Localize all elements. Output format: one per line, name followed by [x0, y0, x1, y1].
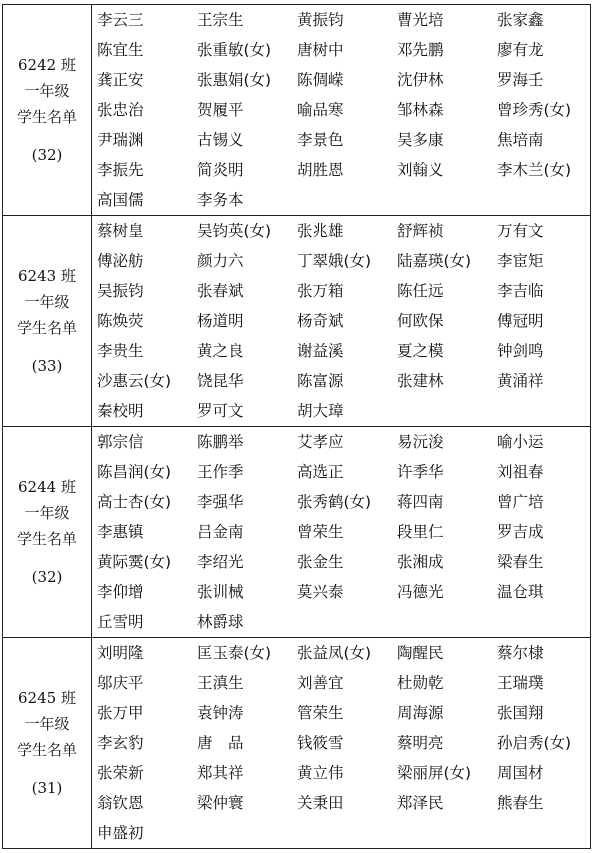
student-name: 何欧保: [397, 312, 444, 330]
student-name: 张忠治: [97, 101, 144, 119]
student-name: 张建林: [397, 372, 444, 390]
class-code: 6242 班: [18, 56, 76, 74]
student-name: 黄之良: [197, 342, 244, 360]
roster-body: [3, 5, 591, 849]
student-name: 李玄豹: [97, 734, 144, 752]
class-code: 6244 班: [18, 478, 76, 496]
student-name: 陈宜生: [97, 41, 144, 59]
student-name: 刘翰义: [397, 161, 444, 179]
student-name: 张重敏(女): [197, 41, 272, 59]
student-count: (31): [31, 779, 63, 797]
student-name: 舒辉祯: [397, 222, 444, 240]
student-name: 李惠镇: [97, 523, 144, 541]
student-name: 关秉田: [297, 794, 344, 812]
student-name: 陈倜嵘: [297, 71, 344, 89]
student-name: 蔡明亮: [397, 734, 444, 752]
student-name: 唐树中: [297, 41, 344, 59]
student-names-cell: [92, 638, 591, 849]
student-name: 张兆雄: [297, 222, 344, 240]
student-name: 申盛初: [97, 824, 144, 842]
student-name: 吕金南: [197, 523, 244, 541]
student-count: (32): [31, 146, 63, 164]
student-name: 刘明隆: [97, 644, 144, 662]
student-names-cell: [92, 427, 591, 638]
student-name: 林爵球: [197, 613, 244, 631]
student-name: 张训械: [197, 583, 244, 601]
student-name: 莫兴泰: [297, 583, 344, 601]
student-name: 沙惠云(女): [97, 372, 172, 390]
student-name: 曾珍秀(女): [497, 101, 572, 119]
student-name: 邹林森: [397, 101, 444, 119]
list-title: 学生名单: [16, 530, 77, 548]
student-name: 段里仁: [397, 523, 444, 541]
student-name: 刘善宜: [297, 674, 344, 692]
student-name: 黄际霙(女): [97, 553, 172, 571]
student-name: 孙启秀(女): [497, 734, 572, 752]
student-name: 黄涌祥: [497, 372, 544, 390]
class-grade: 一年级: [24, 504, 70, 522]
student-count: (32): [31, 568, 63, 586]
student-name: 张秀鹤(女): [297, 493, 372, 511]
student-name: 邓先鹏: [397, 41, 444, 59]
student-names-cell: [92, 216, 591, 427]
student-names-grid: [92, 427, 590, 637]
student-name: 王作季: [197, 463, 244, 481]
student-name: 郑泽民: [397, 794, 444, 812]
student-count: (33): [31, 357, 63, 375]
student-name: 秦校明: [97, 402, 144, 420]
student-name: 贺履平: [197, 101, 244, 119]
class-code: 6245 班: [18, 689, 76, 707]
student-name: 胡大璋: [297, 402, 344, 420]
student-name: 喻小运: [497, 433, 544, 451]
student-name: 高选正: [297, 463, 344, 481]
student-name: 高国儒: [97, 191, 144, 209]
student-name: 曾广培: [497, 493, 544, 511]
student-name: 梁仲寰: [197, 794, 244, 812]
student-name: 颜力六: [197, 252, 244, 270]
class-label-cell: [3, 427, 92, 638]
student-name: 蔡树皇: [97, 222, 144, 240]
class-label-cell: [3, 5, 92, 216]
student-name: 李振先: [97, 161, 144, 179]
student-name: 李云三: [97, 11, 144, 29]
student-name: 刘祖春: [497, 463, 544, 481]
student-name: 杨道明: [197, 312, 244, 330]
student-name: 陆嘉瑛(女): [397, 252, 472, 270]
class-code: 6243 班: [18, 267, 76, 285]
student-roster-table: [2, 4, 591, 849]
student-name: 李仰增: [97, 583, 144, 601]
student-name: 黄振钧: [297, 11, 344, 29]
student-name: 李务本: [197, 191, 244, 209]
student-name: 王滇生: [197, 674, 244, 692]
student-name: 杨奇斌: [297, 312, 344, 330]
student-name: 胡胜恩: [297, 161, 344, 179]
student-name: 罗吉成: [497, 523, 544, 541]
student-name: 廖有龙: [497, 41, 544, 59]
student-name: 蒋四南: [397, 493, 444, 511]
student-name: 钱筱雪: [297, 734, 344, 752]
student-name: 李木兰(女): [497, 161, 572, 179]
student-name: 周海源: [397, 704, 444, 722]
list-title: 学生名单: [16, 741, 77, 759]
student-name: 陈焕荧: [97, 312, 144, 330]
list-title: 学生名单: [16, 108, 77, 126]
student-name: 高士杏(女): [97, 493, 172, 511]
student-name: 熊春生: [497, 794, 544, 812]
student-name: 张荣新: [97, 764, 144, 782]
student-name: 张益凤(女): [297, 644, 372, 662]
class-row: [3, 638, 591, 849]
student-name: 陈任远: [397, 282, 444, 300]
student-name: 张春斌: [197, 282, 244, 300]
student-name: 简炎明: [197, 161, 244, 179]
student-name: 蔡尔棣: [497, 644, 544, 662]
student-name: 张家鑫: [497, 11, 544, 29]
class-label-cell: [3, 216, 92, 427]
student-name: 张惠娟(女): [197, 71, 272, 89]
student-name: 沈伊林: [397, 71, 444, 89]
student-name: 邬庆平: [97, 674, 144, 692]
student-name: 夏之模: [397, 342, 444, 360]
student-name: 曾荣生: [297, 523, 344, 541]
student-name: 周国材: [497, 764, 544, 782]
student-name: 罗可文: [197, 402, 244, 420]
student-names-cell: [92, 5, 591, 216]
student-names-grid: [92, 638, 590, 848]
student-name: 梁丽屏(女): [397, 764, 472, 782]
class-grade: 一年级: [24, 82, 70, 100]
student-name: 李强华: [197, 493, 244, 511]
student-names-grid: [92, 5, 590, 215]
class-row: [3, 427, 591, 638]
student-name: 唐 品: [197, 734, 244, 752]
student-name: 杜勋乾: [397, 674, 444, 692]
student-name: 张金生: [297, 553, 344, 571]
student-name: 龚正安: [97, 71, 144, 89]
student-name: 冯德光: [397, 583, 444, 601]
student-name: 张万甲: [97, 704, 144, 722]
student-name: 张湘成: [397, 553, 444, 571]
student-name: 管荣生: [297, 704, 344, 722]
student-name: 王宗生: [197, 11, 244, 29]
student-name: 陶醒民: [397, 644, 444, 662]
student-name: 吴振钧: [97, 282, 144, 300]
student-names-grid: [92, 216, 590, 426]
student-name: 李宦矩: [497, 252, 544, 270]
class-grade: 一年级: [24, 293, 70, 311]
list-title: 学生名单: [16, 319, 77, 337]
student-name: 丘雪明: [97, 613, 144, 631]
student-name: 万有文: [497, 222, 544, 240]
student-name: 郭宗信: [97, 433, 144, 451]
student-name: 钟剑鸣: [497, 342, 544, 360]
student-name: 饶昆华: [197, 372, 244, 390]
student-name: 张国翔: [497, 704, 544, 722]
student-name: 翁钦恩: [97, 794, 144, 812]
student-name: 罗海壬: [497, 71, 544, 89]
student-name: 李吉临: [497, 282, 544, 300]
class-label-cell: [3, 638, 92, 849]
student-name: 黄立伟: [297, 764, 344, 782]
student-name: 焦培南: [497, 131, 544, 149]
student-name: 陈昌润(女): [97, 463, 172, 481]
student-name: 许季华: [397, 463, 444, 481]
student-name: 艾孝应: [297, 433, 344, 451]
student-name: 陈富源: [297, 372, 344, 390]
student-name: 李贵生: [97, 342, 144, 360]
student-name: 袁钟涛: [197, 704, 244, 722]
student-name: 李绍光: [197, 553, 244, 571]
student-name: 曹光培: [397, 11, 444, 29]
student-name: 温仓琪: [497, 583, 544, 601]
student-name: 郑其祥: [197, 764, 244, 782]
student-name: 古锡义: [197, 131, 244, 149]
student-name: 吴多康: [397, 131, 444, 149]
student-name: 傅泌舫: [97, 252, 144, 270]
class-row: [3, 5, 591, 216]
student-name: 匡玉泰(女): [197, 644, 272, 662]
class-row: [3, 216, 591, 427]
student-name: 王瑞璞: [497, 674, 544, 692]
class-grade: 一年级: [24, 715, 70, 733]
student-name: 吴钧英(女): [197, 222, 272, 240]
student-name: 易沅浚: [397, 433, 444, 451]
student-name: 丁翠娥(女): [297, 252, 372, 270]
student-name: 陈鹏举: [197, 433, 244, 451]
student-name: 谢益溪: [297, 342, 344, 360]
student-name: 喻品寒: [297, 101, 344, 119]
student-name: 尹瑞渊: [97, 131, 144, 149]
student-name: 傅冠明: [497, 312, 544, 330]
student-name: 李景色: [297, 131, 344, 149]
student-name: 张万箱: [297, 282, 344, 300]
student-name: 梁春生: [497, 553, 544, 571]
